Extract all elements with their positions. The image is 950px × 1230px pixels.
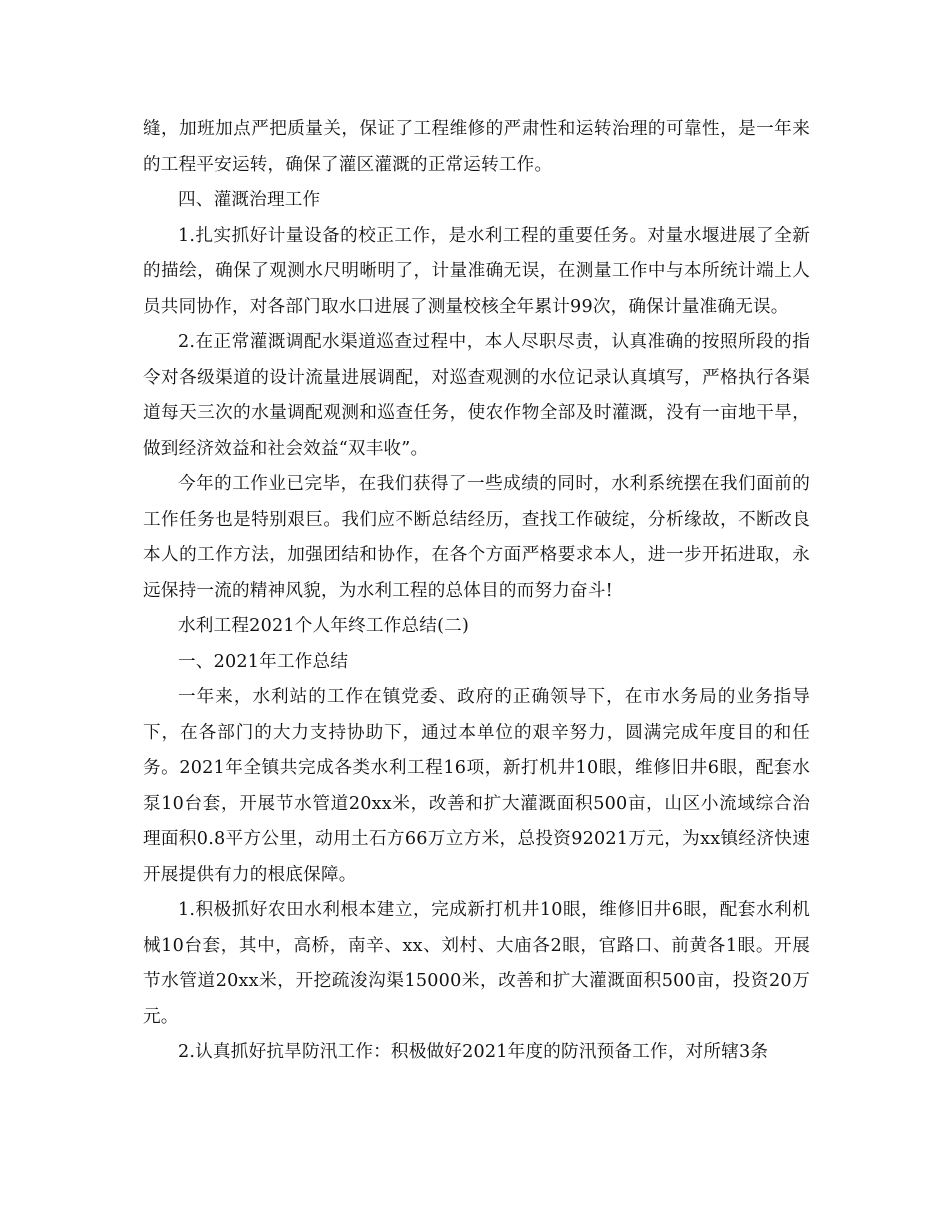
document-body <box>143 112 810 1071</box>
document-title-part-two: 水利工程2021个人年终工作总结(二) <box>178 616 470 636</box>
paragraph-metering: 1.扎实抓好计量设备的校正工作，是水利工程的重要任务。对量水堰进展了全新的描绘，确保了观测水尺明晰明了，计量准确无误，在测量工作中与本所统计端上人员共同协作，对各部门取水口进展了测量校核全年累计99次，确保计量准确无误。 <box>143 225 810 317</box>
paragraph-farmland-construction: 1.积极抓好农田水利根本建立，完成新打机井10眼，维修旧井6眼，配套水利机械10台套，其中，高桥，南辛、xx、刘村、大庙各2眼，官路口、前黄各1眼。开展节水管道20xx米，开挖疏浚沟渠15000米，改善和扩大灌溉面积500亩，投资20万元。 <box>143 900 810 1027</box>
paragraph-flood-control: 2.认真抓好抗旱防汛工作：积极做好2021年度的防汛预备工作，对所辖3条 <box>178 1042 769 1062</box>
paragraph-annual-overview: 一年来，水利站的工作在镇党委、政府的正确领导下，在市水务局的业务指导下，在各部门的大力支持协助下，通过本单位的艰辛努力，圆满完成年度目的和任务。2021年全镇共完成各类水利工程16项，新打机井10眼，维修旧井6眼，配套水泵10台套，开展节水管道20xx米，改善和扩大灌溉面积500亩，山区小流域综合治理面积0.8平方公里，动用土石方66万立方米，总投资92021万元，为xx镇经济快速开展提供有力的根底保障。 <box>143 687 810 885</box>
section-heading-irrigation: 四、灌溉治理工作 <box>178 190 321 210</box>
paragraph-continuation: 缝，加班加点严把质量关，保证了工程维修的严肃性和运转治理的可靠性，是一年来的工程平安运转，确保了灌区灌溉的正常运转工作。 <box>143 119 810 175</box>
paragraph-channel-patrol: 2.在正常灌溉调配水渠道巡查过程中，本人尽职尽责，认真准确的按照所段的指令对各级渠道的设计流量进展调配，对巡查观测的水位记录认真填写，严格执行各渠道每天三次的水量调配观测和巡查任务，使农作物全部及时灌溉，没有一亩地干旱，做到经济效益和社会效益“双丰收”。 <box>143 332 810 459</box>
section-heading-summary: 一、2021年工作总结 <box>178 651 349 672</box>
paragraph-conclusion: 今年的工作业已完毕，在我们获得了一些成绩的同时，水利系统摆在我们面前的工作任务也是特别艰巨。我们应不断总结经历，查找工作破绽，分析缘故，不断改良本人的工作方法，加强团结和协作，在各个方面严格要求本人，进一步开拓进取，永远保持一流的精神风貌，为水利工程的总体目的而努力奋斗! <box>143 474 810 601</box>
